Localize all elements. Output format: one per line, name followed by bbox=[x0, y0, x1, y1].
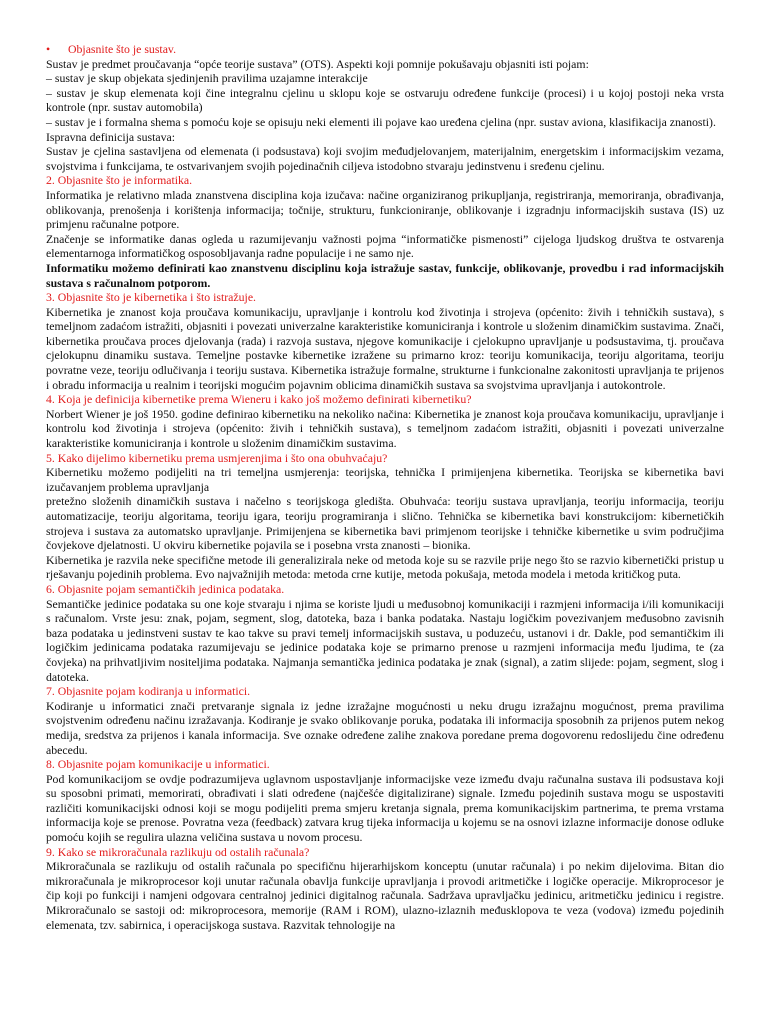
question-6-heading: 6. Objasnite pojam semantičkih jedinica podataka. bbox=[46, 581, 285, 596]
paragraph: Norbert Wiener je još 1950. godine definirao kibernetiku na nekoliko načina: Kibernetika je znanost koja proučava komunikaciju, upravljanje i kontrolu kod životinja i strojeva (općenito: živih i tehničkih sustava), s temeljnom zadaćom istražiti, objasniti i povezati univerzalne karakteristike komuniciranja i kontrole u složenim dinamičkim sustavima. bbox=[46, 406, 724, 451]
paragraph: Semantičke jedinice podataka su one koje stvaraju i njima se koriste ljudi u međusobnoj komunikaciji i razmjeni informacija i/ili komunikaciji s računalom. Vrste jesu: znak, pojam, segment, slog, datoteka, baza i banka podataka. Nastaju logičkim povezivanjem međusobno zavisnih baza podataka u jedinstveni sustav te kao takve su pravi temelj informacijskih sustava, u poduzeću, ustanovi i dr. Dakle, pod semantičkim ili logičkim jedinicama podataka razumijevaju se jedinice podataka koje se primarno prenose u razmjeni informacija među ljudima, te (za čovjeka) na prihvatljivim nositeljima podataka. Najmanja semantička jedinica podataka je znak (signal), a zatim slijede: pojam, segment, slog i datoteka. bbox=[46, 596, 724, 684]
question-5-heading: 5. Kako dijelimo kibernetiku prema usmjerenjima i što ona obuhvaćaju? bbox=[46, 450, 388, 465]
paragraph: Mikroračunala se razlikuju od ostalih računala po specifičnu hijerarhijskom konceptu (unutar računala) i po nekim dijelovima. Bitan dio mikroračunala je mikroprocesor koji unutar računala obavlja funkcije upravljanja i provodi aritmetičke i logičke operacije. Mikroprocesor je čip koji po funkciji i namjeni odgovara centralnoj jedinici digitalnog računala. Sadržava upravljačku jedinicu, aritmetičku jedinicu i registre. Mikroračunalo se sastoji od: mikroprocesora, memorije (RAM i ROM), ulazno-izlaznih međusklopova te veza (vodova) između pojedinih elemenata, tzv. sabirnica, i operacijskoga sustava. Razvitak tehnologije na bbox=[46, 859, 724, 932]
paragraph: Informatika je relativno mlada znanstvena disciplina koja izučava: načine organiziranog prikupljanja, registriranja, memoriranja, obrađivanja, oblikovanja, prenošenja i korištenja informacija; točnije, strukturu, funkcioniranje, oblikovanje i izgradnju informacijskih sustava (IS) uz primjenu računalne potpore. bbox=[46, 187, 724, 232]
definition-paragraph: Informatiku možemo definirati kao znanstvenu disciplinu koja istražuje sastav, funkcije, oblikovanje, provedbu i rad informacijskih sustava s računalnom potporom. bbox=[46, 260, 724, 290]
paragraph: Kibernetiku možemo podijeliti na tri temeljna usmjerenja: teorijska, tehnička I primijenjena kibernetika. Teorijska se kibernetika bavi izučavanjem problema upravljanja bbox=[46, 465, 724, 494]
question-1-title: Objasnite što je sustav. bbox=[68, 42, 177, 56]
question-2-heading: 2. Objasnite što je informatika. bbox=[46, 173, 193, 188]
paragraph: – sustav je i formalna shema s pomoću koje se opisuju neki elementi ili pojave kao uređena cjelina (npr. sustav aviona, klasifikacija znanosti). bbox=[46, 114, 716, 129]
paragraph: Sustav je cjelina sastavljena od elemenata (i podsustava) koji svojim međudjelovanjem, materijalnim, energetskim i informacijskim vezama, svojstvima i funkcijama, te ostvarivanjem svojih pojedinačnih ciljeva istodobno stvaraju jedinstvenu i sređenu cjelinu. bbox=[46, 144, 724, 173]
paragraph: Kibernetika je znanost koja proučava komunikaciju, upravljanje i kontrolu kod životinja i strojeva (općenito: živih i tehničkih sustava), s temeljnom zadaćom istražiti, objasniti i povezati univerzalne karakteristike komuniciranja i kontrole u složenim dinamičkim sustavima. Znači, kibernetika proučava proces djelovanja (rada) i razvoja sustava, njegove komunikacije i cjelokupno upravljanje u podsustavima, tj. proučava cjelokupnu dinamiku sustava. Temeljne postavke kibernetike izražene su primarno kroz: teoriju komunikacija, teoriju algoritama, teoriju povratne veze, teoriju odlučivanja i teoriju sustava. Kibernetika istražuje formalne, strukturne i funkcionalne zakonitosti upravljanja te prijenos i obradu informacija u realnim i teorijski mogućim pojavnim oblicima dinamičkih sustava sa svojstvima upravljanja i autokontrole. bbox=[46, 304, 724, 392]
question-9-heading: 9. Kako se mikroračunala razlikuju od ostalih računala? bbox=[46, 844, 310, 859]
paragraph: Značenje se informatike danas ogleda u razumijevanju važnosti pojma “informatičke pismenosti” cijeloga ljudskog društva te ostvarenja elementarnoga informatičkog osposobljavanja radne populacije i ne samo nje. bbox=[46, 231, 724, 261]
question-8-heading: 8. Objasnite pojam komunikacije u informatici. bbox=[46, 757, 270, 772]
question-4-heading: 4. Koja je definicija kibernetike prema Wieneru i kako još možemo definirati kibernetiku? bbox=[46, 392, 472, 407]
paragraph: – sustav je skup elemenata koji čine integralnu cjelinu u sklopu koje se ostvaruju određene funkcije (procesi) i u kojoj postoji neka vrsta kontrole (npr. sustav automobila) bbox=[46, 85, 724, 115]
paragraph: pretežno složenih dinamičkih sustava i načelno s teorijskoga gledišta. Obuhvaća: teoriju sustava upravljanja, teoriju informacija, teoriju automatizacije, teoriju algoritama, teoriju igara, teoriju programiranja i slično. Tehnička se kibernetika bavi konstrukcijom: kibernetičkih strojeva i sustava za automatsko upravljanje. Primijenjena se kibernetika bavi primjenom teorijske i tehničke kibernetike u svim područjima čovjekove djelatnosti. U okviru kibernetike pojavila se i posebna vrsta znanosti – bionika. bbox=[46, 494, 724, 553]
question-7-heading: 7. Objasnite pojam kodiranja u informatici. bbox=[46, 684, 251, 699]
paragraph: Kodiranje u informatici znači pretvaranje signala iz jedne izražajne mogućnosti u neku drugu izražajnu mogućnost, prema pravilima svojstvenim određenu načinu izražavanja. Kodiranje je svako oblikovanje poruka, podataka ili informacija sposobnih za prijenos putem nekog medija, sredstva za prijenos i kanala informacija. Sve oznake određene zalihe znakova poredane prema dogovorenu redoslijedu čine određenu abecedu. bbox=[46, 698, 724, 757]
question-1-heading bbox=[46, 42, 724, 57]
paragraph: Ispravna definicija sustava: bbox=[46, 129, 176, 144]
paragraph: Pod komunikacijom se ovdje podrazumijeva uglavnom uspostavljanje informacijske veze između dvaju računalna sustava ili podsustava koji su sposobni primati, memorirati, obrađivati i slati određene (najčešće digitalizirane) signale. Između pojedinih sustava mogu se uspostaviti različiti komunikacijski odnosi koji se mogu podijeliti prema smjeru kretanja signala, prema komunikacijskim partnerima, te prema vrstama informacija koje se prenose. Povratna veza (feedback) zatvara krug tijeka informacija u kojemu se na osnovi izlazne informacije donose odluke pomoću kojih se regulira ulazna veličina sustava u novom procesu. bbox=[46, 771, 724, 845]
document-page bbox=[46, 42, 724, 932]
paragraph: Kibernetika je razvila neke specifične metode ili generalizirala neke od metoda koje su se razvile prije nego što se razvio kibernetički pristup u rješavanju pojedinih problema. Evo najvažnijih metoda: metoda crne kutije, metoda pokušaja, metoda modela i metoda kritičkog puta. bbox=[46, 552, 724, 582]
bullet-icon: • bbox=[46, 42, 51, 56]
paragraph: – sustav je skup objekata sjedinjenih pravilima uzajamne interakcije bbox=[46, 71, 368, 86]
paragraph: Sustav je predmet proučavanja “opće teorije sustava” (OTS). Aspekti koji pomnije pokušavaju objasniti isti pojam: bbox=[46, 56, 589, 71]
question-3-heading: 3. Objasnite što je kibernetika i što istražuje. bbox=[46, 290, 256, 305]
